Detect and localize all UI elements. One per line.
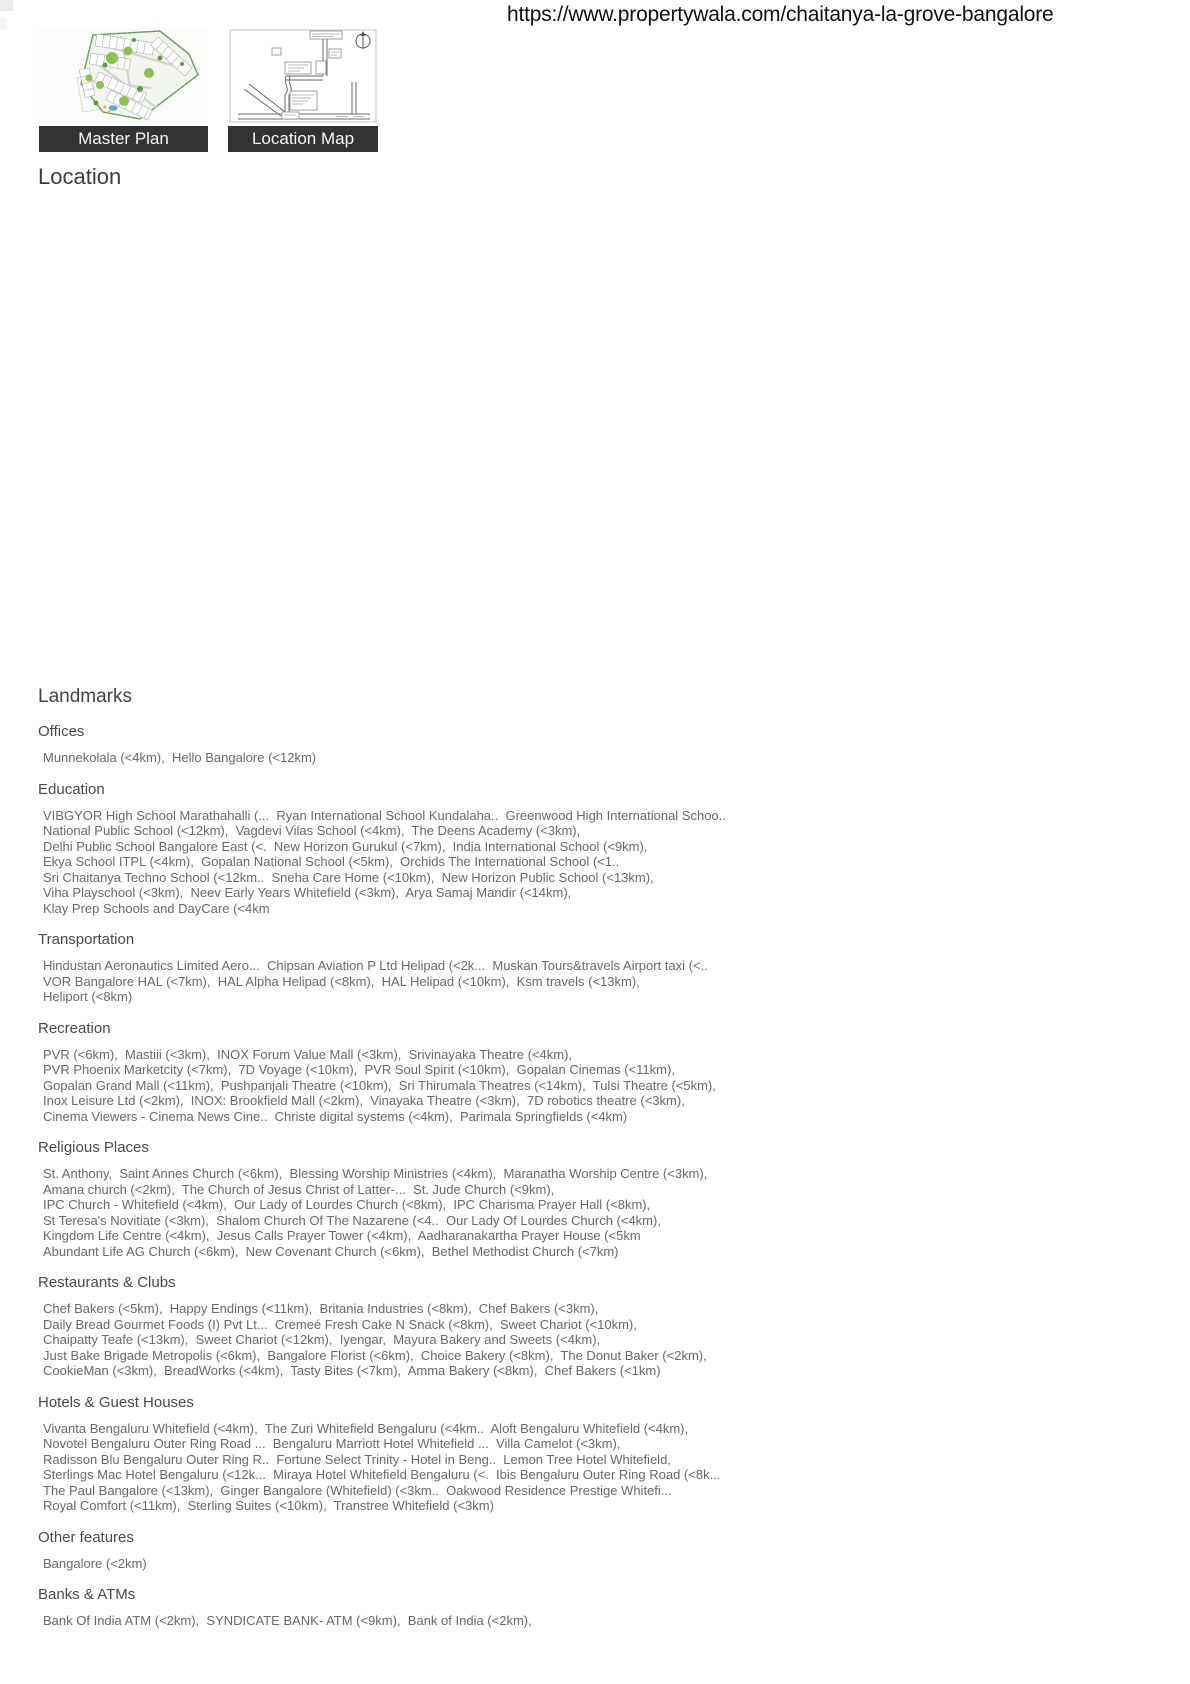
landmark-category [38, 1586, 768, 1629]
location-map-drawing [228, 28, 378, 126]
landmark-line: Bank Of India ATM (<2km), SYNDICATE BANK- ATM (<9km), Bank of India (<2km), [43, 1613, 532, 1628]
landmark-line: Royal Comfort (<11km), Sterling Suites (<10km), Transtree Whitefield (<3km) [43, 1498, 494, 1513]
landmark-category [38, 1529, 768, 1572]
landmark-line: Novotel Bengaluru Outer Ring Road ... Bengaluru Marriott Hotel Whitefield ... Villa Camelot (<3km), [43, 1436, 621, 1451]
landmark-categories [38, 723, 768, 1629]
landmark-category [38, 1394, 768, 1514]
landmark-category [38, 1020, 768, 1125]
landmark-line: Ekya School ITPL (<4km), Gopalan National School (<5km), Orchids The International School (<1.. [43, 854, 620, 869]
landmark-line: Vivanta Bengaluru Whitefield (<4km), The Zuri Whitefield Bengaluru (<4km.. Aloft Bengaluru Whitefield (<4km), [43, 1420, 689, 1436]
landmark-line: VOR Bangalore HAL (<7km), HAL Alpha Helipad (<8km), HAL Helipad (<10km), Ksm travels (<13km), [43, 973, 640, 989]
location-map-image [228, 28, 378, 126]
landmark-category-heading: Transportation [38, 931, 135, 948]
landmark-category-heading: Education [38, 780, 105, 798]
landmark-line: Klay Prep Schools and DayCare (<4km [43, 900, 270, 916]
landmark-line: Radisson Blu Bengaluru Outer Ring R.. Fortune Select Trinity - Hotel in Beng.. Lemon Tree Hotel Whitefield, [43, 1451, 671, 1467]
landmark-line: Sri Chaitanya Techno School (<12km.. Sneha Care Home (<10km), New Horizon Public School (<13km), [43, 869, 654, 885]
landmark-line: VIBGYOR High School Marathahalli (... Ryan International School Kundalaha.. Greenwood High International Schoo.. [43, 807, 726, 823]
landmark-line: PVR (<6km), Mastiii (<3km), INOX Forum Value Mall (<3km), Srivinayaka Theatre (<4km), [43, 1046, 573, 1062]
map-placeholder [38, 205, 1148, 665]
media-gallery [39, 28, 378, 152]
landmark-category [38, 781, 768, 917]
landmark-category-heading: Offices [38, 723, 85, 740]
landmark-line: Gopalan Grand Mall (<11km), Pushpanjali Theatre (<10km), Sri Thirumala Theatres (<14km), Tulsi Theatre (<5km), [43, 1077, 716, 1093]
landmark-category-heading: Restaurants & Clubs [38, 1274, 176, 1291]
location-map-caption: Location Map [228, 126, 378, 152]
corner-artifact [0, 0, 13, 11]
landmark-line: CookieMan (<3km), BreadWorks (<4km), Tasty Bites (<7km), Amma Bakery (<8km), Chef Bakers (<1km) [43, 1363, 661, 1378]
location-map-thumbnail[interactable] [228, 28, 378, 152]
landmark-category-heading: Religious Places [38, 1139, 149, 1156]
landmark-category-heading: Recreation [38, 1019, 111, 1037]
landmark-line: Heliport (<8km) [43, 989, 133, 1004]
master-plan-drawing [39, 28, 208, 126]
landmark-line: Just Bake Brigade Metropolis (<6km), Bangalore Florist (<6km), Choice Bakery (<8km), The Donut Baker (<2km), [43, 1347, 707, 1363]
landmark-line: Delhi Public School Bangalore East (<. New Horizon Gurukul (<7km), India International School (<9km), [43, 838, 648, 854]
landmark-category [38, 1274, 768, 1379]
landmark-category-lines [38, 1421, 768, 1514]
master-plan-image [39, 28, 208, 126]
landmark-category-heading: Hotels & Guest Houses [38, 1393, 194, 1411]
landmark-line: Daily Bread Gourmet Foods (I) Pvt Lt... Cremeé Fresh Cake N Snack (<8km), Sweet Chariot (<10km), [43, 1316, 637, 1332]
landmark-category-lines [38, 808, 768, 917]
landmark-line: Cinema Viewers - Cinema News Cine.. Christe digital systems (<4km), Parimala Springfields (<4km) [43, 1108, 628, 1124]
landmark-line: Viha Playschool (<3km), Neev Early Years Whitefield (<3km), Arya Samaj Mandir (<14km), [43, 885, 572, 900]
landmarks-title: Landmarks [38, 686, 132, 707]
landmark-category [38, 1139, 768, 1259]
landmark-line: Chef Bakers (<5km), Happy Endings (<11km), Britania Industries (<8km), Chef Bakers (<3km), [43, 1301, 599, 1316]
landmark-line: Inox Leisure Ltd (<2km), INOX: Brookfield Mall (<2km), Vinayaka Theatre (<3km), 7D robotics theatre (<3km), [43, 1093, 685, 1108]
landmark-category-lines [38, 750, 768, 766]
corner-artifact-2 [0, 18, 7, 29]
landmark-line: Chaipatty Teafe (<13km), Sweet Chariot (<12km), Iyengar, Mayura Bakery and Sweets (<4km), [43, 1332, 601, 1347]
master-plan-caption: Master Plan [39, 126, 208, 152]
landmark-line: Bangalore (<2km) [43, 1555, 147, 1571]
landmark-category-lines [38, 1301, 768, 1379]
landmark-line: Abundant Life AG Church (<6km), New Covenant Church (<6km), Bethel Methodist Church (<7km) [43, 1243, 619, 1259]
landmark-line: Kingdom Life Centre (<4km), Jesus Calls Prayer Tower (<4km), Aadharanakartha Prayer House (<5km [43, 1228, 641, 1243]
landmark-line: St Teresa's Novitiate (<3km), Shalom Church Of The Nazarene (<4.. Our Lady Of Lourdes Church (<4km), [43, 1212, 661, 1228]
location-section-title: Location [38, 164, 122, 189]
landmark-category-heading: Other features [38, 1528, 134, 1546]
landmark-category-lines [38, 958, 768, 1005]
landmark-line: PVR Phoenix Marketcity (<7km), 7D Voyage (<10km), PVR Soul Spirit (<10km), Gopalan Cinemas (<11km), [43, 1062, 675, 1077]
landmark-line: National Public School (<12km), Vagdevi Vilas School (<4km), The Deens Academy (<3km), [43, 823, 581, 838]
landmark-category-lines [38, 1613, 768, 1629]
landmark-line: Amana church (<2km), The Church of Jesus Christ of Latter-... St. Jude Church (<9km), [43, 1181, 555, 1197]
landmark-category-lines [38, 1556, 768, 1572]
landmark-line: Sterlings Mac Hotel Bengaluru (<12k... Miraya Hotel Whitefield Bengaluru (<. Ibis Bengaluru Outer Ring Road (<8k... [43, 1467, 721, 1482]
landmark-line: The Paul Bangalore (<13km), Ginger Bangalore (Whitefield) (<3km.. Oakwood Residence Prestige Whitefi... [43, 1482, 672, 1498]
landmark-line: Hindustan Aeronautics Limited Aero... Chipsan Aviation P Ltd Helipad (<2k... Muskan Tours&travels Airport taxi (<.. [43, 958, 708, 973]
landmark-category [38, 723, 768, 766]
landmark-category [38, 931, 768, 1005]
landmark-category-lines [38, 1047, 768, 1125]
page-url: https://www.propertywala.com/chaitanya-la-grove-bangalore [507, 3, 1054, 26]
landmark-category-lines [38, 1166, 768, 1259]
landmark-category-heading: Banks & ATMs [38, 1586, 136, 1603]
landmark-line: St. Anthony, Saint Annes Church (<6km), Blessing Worship Ministries (<4km), Maranatha Worship Centre (<3km), [43, 1166, 708, 1181]
landmarks-section [38, 686, 768, 1629]
landmark-line: Munnekolala (<4km), Hello Bangalore (<12km) [43, 750, 317, 765]
master-plan-thumbnail[interactable] [39, 28, 208, 152]
landmark-line: IPC Church - Whitefield (<4km), Our Lady of Lourdes Church (<8km), IPC Charisma Prayer Hall (<8km), [43, 1197, 651, 1212]
